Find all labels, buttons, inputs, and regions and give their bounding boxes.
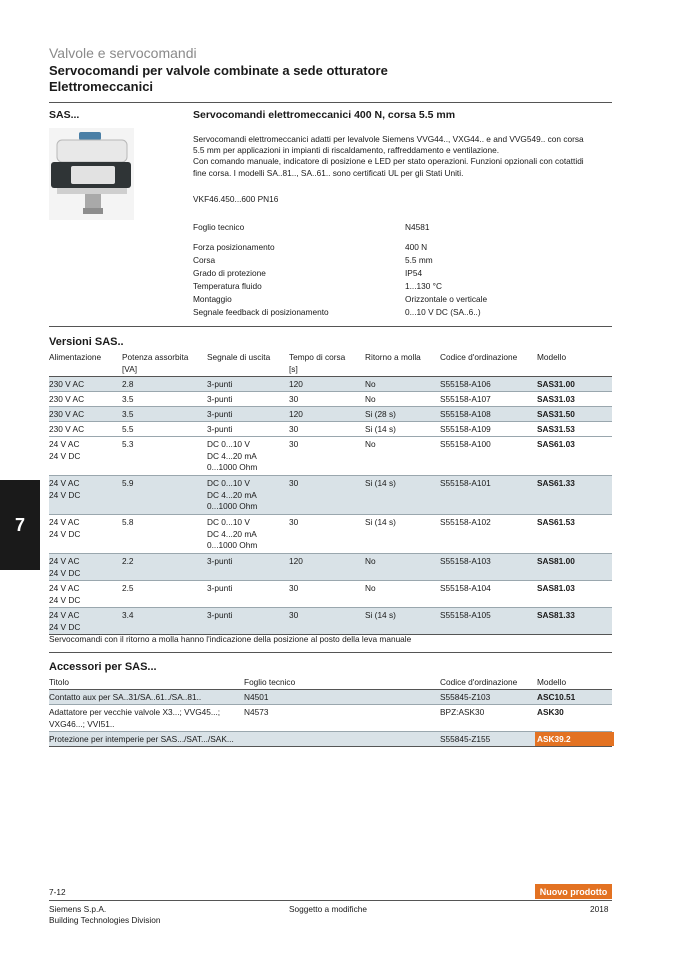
cell-signal-line: DC 4...20 mA: [207, 528, 257, 539]
cell-spring: Si (14 s): [365, 478, 396, 488]
cell-time: 30: [289, 439, 299, 449]
cell-order: S55158-A107: [440, 394, 491, 404]
cell-signal-line: DC 0...10 V: [207, 478, 250, 488]
versions-table: [49, 352, 612, 635]
col-spring: Ritorno a molla: [365, 352, 421, 362]
cell-signal-line: DC 0...10 V: [207, 517, 250, 527]
cell-model-highlighted: ASK39.2: [535, 732, 614, 746]
cell-signal: [207, 439, 257, 474]
spec-label: Grado di protezione: [193, 268, 266, 278]
cell-signal: 3-punti: [207, 556, 233, 566]
cell-model: SAS31.50: [537, 409, 575, 419]
cell-spring: Si (28 s): [365, 409, 396, 419]
spec-value: N4581: [405, 222, 430, 232]
cell-supply: 230 V AC: [49, 379, 85, 389]
cell-model: SAS31.53: [537, 424, 575, 434]
cell-supply-line: 24 V AC: [49, 556, 80, 566]
table-row: [49, 422, 612, 437]
spec-label: Montaggio: [193, 294, 232, 304]
cell-supply: [49, 556, 80, 579]
cell-supply: [49, 583, 80, 606]
cell-signal: 3-punti: [207, 610, 233, 620]
description-line: Con comando manuale, indicatore di posizione e LED per stato operazioni. Funzioni opzionali con cotattidi: [193, 156, 584, 167]
cell-title-line: VXG46...; VVI51..: [49, 718, 115, 729]
cell-power: 2.8: [122, 379, 134, 389]
section-divider: [49, 652, 612, 653]
cell-spring: No: [365, 583, 376, 593]
cell-supply-line: 24 V AC: [49, 517, 80, 527]
cell-datasheet: N4501: [244, 692, 269, 702]
new-product-badge: Nuovo prodotto: [535, 884, 612, 899]
table-row: [49, 515, 612, 554]
cell-supply: 230 V AC: [49, 394, 85, 404]
cell-order: S55845-Z155: [440, 734, 491, 744]
cell-time: 30: [289, 478, 299, 488]
spec-label: Segnale feedback di posizionamento: [193, 307, 329, 317]
cell-supply-line: 24 V AC: [49, 583, 80, 593]
footer-divider: [49, 900, 612, 901]
col-supply: Alimentazione: [49, 352, 102, 362]
description-line: Servocomandi elettromeccanici adatti per levalvole Siemens VVG44.., VXG44.. e and VVG549.. con corsa: [193, 134, 584, 144]
cell-order: S55158-A103: [440, 556, 491, 566]
cell-time: 120: [289, 379, 303, 389]
product-heading: Servocomandi elettromeccanici 400 N, corsa 5.5 mm: [193, 109, 456, 121]
company-division: Building Technologies Division: [49, 915, 161, 925]
table-row: [49, 690, 612, 705]
col-time-line1: Tempo di corsa: [289, 352, 346, 362]
cell-spring: Si (14 s): [365, 424, 396, 434]
cell-order: S55158-A109: [440, 424, 491, 434]
table-row: [49, 581, 612, 608]
col-model: Modello: [537, 677, 567, 687]
footer-disclaimer: Soggetto a modifiche: [289, 904, 367, 914]
col-order: Codice d'ordinazione: [440, 352, 518, 362]
cell-signal: 3-punti: [207, 424, 233, 434]
spec-label: Temperatura fluido: [193, 281, 262, 291]
table-row: [49, 476, 612, 515]
header-divider: [49, 102, 612, 103]
table-row: [49, 554, 612, 581]
cell-model: SAS61.53: [537, 517, 575, 527]
cell-supply: [49, 610, 80, 633]
cell-power: 3.5: [122, 409, 134, 419]
cell-model: ASK30: [537, 707, 564, 717]
cell-model: SAS61.33: [537, 478, 575, 488]
cell-supply-line: 24 V AC: [49, 610, 80, 620]
cell-signal: 3-punti: [207, 379, 233, 389]
cell-supply-line: 24 V DC: [49, 489, 81, 500]
col-time: [289, 352, 345, 375]
cell-supply: [49, 439, 80, 462]
col-signal: Segnale di uscita: [207, 352, 271, 362]
col-power-line2: [VA]: [122, 363, 138, 374]
cell-order: S55158-A105: [440, 610, 491, 620]
cell-order: S55158-A100: [440, 439, 491, 449]
cell-model: SAS81.33: [537, 610, 575, 620]
spec-value: Orizzontale o verticale: [405, 294, 488, 304]
cell-time: 30: [289, 583, 299, 593]
cell-signal: 3-punti: [207, 394, 233, 404]
cell-spring: Si (14 s): [365, 517, 396, 527]
cell-order: S55158-A102: [440, 517, 491, 527]
product-code: SAS...: [49, 109, 80, 121]
cell-power: 3.4: [122, 610, 134, 620]
table-row: [49, 608, 612, 635]
table-row: [49, 732, 612, 747]
table-header: [49, 677, 612, 689]
table-row: [49, 377, 612, 392]
cell-signal: [207, 478, 257, 513]
title-line-2: Elettromeccanici: [49, 79, 154, 94]
versions-footnote: Servocomandi con il ritorno a molla hanno l'indicazione della posizione al posto della leva manuale: [49, 634, 412, 644]
section-title: Valvole e servocomandi: [49, 45, 197, 61]
cell-power: 5.8: [122, 517, 134, 527]
cell-model: SAS81.03: [537, 583, 575, 593]
product-description: [193, 134, 613, 179]
description-line: fine corsa. I modelli SA..81.., SA..61.. sono certificati UL per gli Stati Uniti.: [193, 167, 464, 178]
cell-model: SAS31.00: [537, 379, 575, 389]
cell-time: 120: [289, 556, 303, 566]
cell-signal-line: DC 0...10 V: [207, 439, 250, 449]
col-time-line2: [s]: [289, 363, 298, 374]
col-power-line1: Potenza assorbita: [122, 352, 189, 362]
cell-supply: [49, 478, 80, 501]
cell-order: S55845-Z103: [440, 692, 491, 702]
col-title: Titolo: [49, 677, 69, 687]
page-title: [49, 63, 609, 95]
footer-year: 2018: [590, 904, 609, 914]
table-row: [49, 392, 612, 407]
spec-label: Forza posizionamento: [193, 242, 275, 252]
page-number: 7-12: [49, 887, 66, 897]
table-row: [49, 705, 612, 732]
cell-power: 5.5: [122, 424, 134, 434]
table-header: [49, 352, 612, 376]
cell-spring: Si (14 s): [365, 610, 396, 620]
cell-title: Contatto aux per SA..31/SA..61../SA..81..: [49, 692, 202, 702]
cell-order: S55158-A104: [440, 583, 491, 593]
spec-label: Corsa: [193, 255, 216, 265]
actuator-product-image: [49, 128, 134, 220]
spec-label: Foglio tecnico: [193, 222, 245, 232]
cell-order: BPZ:ASK30: [440, 707, 485, 717]
spec-value: IP54: [405, 268, 423, 278]
cell-time: 120: [289, 409, 303, 419]
cell-signal-line: DC 4...20 mA: [207, 450, 257, 461]
cell-spring: No: [365, 394, 376, 404]
footer-company: [49, 904, 160, 926]
cell-model: SAS81.00: [537, 556, 575, 566]
cell-order: S55158-A108: [440, 409, 491, 419]
cell-spring: No: [365, 439, 376, 449]
cell-supply-line: 24 V DC: [49, 450, 81, 461]
table-row: [49, 437, 612, 476]
title-line-1: Servocomandi per valvole combinate a sede otturatore: [49, 63, 388, 78]
chapter-tab: 7: [0, 480, 40, 570]
accessories-heading: Accessori per SAS...: [49, 661, 157, 673]
cell-model: ASC10.51: [537, 692, 576, 702]
col-order: Codice d'ordinazione: [440, 677, 518, 687]
cell-time: 30: [289, 424, 299, 434]
cell-power: 5.3: [122, 439, 134, 449]
cell-model: SAS31.03: [537, 394, 575, 404]
valve-reference: VKF46.450...600 PN16: [193, 194, 279, 204]
cell-spring: No: [365, 379, 376, 389]
cell-supply-line: 24 V DC: [49, 621, 81, 632]
cell-signal: 3-punti: [207, 409, 233, 419]
cell-title: [49, 707, 220, 730]
cell-supply-line: 24 V AC: [49, 439, 80, 449]
spec-value: 1...130 °C: [405, 281, 442, 291]
cell-power: 5.9: [122, 478, 134, 488]
cell-supply: 230 V AC: [49, 424, 85, 434]
cell-signal: 3-punti: [207, 583, 233, 593]
cell-signal: [207, 517, 257, 552]
cell-power: 2.2: [122, 556, 134, 566]
col-model: Modello: [537, 352, 567, 362]
versions-heading: Versioni SAS..: [49, 336, 124, 348]
description-line: 5.5 mm per applicazioni in impianti di riscaldamento, raffreddamento e ventilazione.: [193, 145, 500, 156]
spec-value: 400 N: [405, 242, 428, 252]
section-divider: [49, 326, 612, 327]
company-name: Siemens S.p.A.: [49, 904, 107, 914]
cell-supply-line: 24 V DC: [49, 567, 81, 578]
cell-title-line: Adattatore per vecchie valvole X3...; VVG45...;: [49, 707, 221, 717]
cell-supply-line: 24 V DC: [49, 594, 81, 605]
col-datasheet: Foglio tecnico: [244, 677, 296, 687]
cell-signal-line: 0...1000 Ohm: [207, 540, 258, 550]
cell-time: 30: [289, 394, 299, 404]
cell-spring: No: [365, 556, 376, 566]
cell-time: 30: [289, 517, 299, 527]
cell-supply-line: 24 V DC: [49, 528, 81, 539]
cell-supply-line: 24 V AC: [49, 478, 80, 488]
cell-model: SAS61.03: [537, 439, 575, 449]
col-power: [122, 352, 188, 375]
cell-power: 3.5: [122, 394, 134, 404]
accessories-table: [49, 677, 612, 747]
cell-title: Protezione per intemperie per SAS.../SAT.../SAK...: [49, 734, 234, 744]
table-row: [49, 407, 612, 422]
cell-signal-line: 0...1000 Ohm: [207, 462, 258, 472]
cell-supply: [49, 517, 80, 540]
cell-signal-line: DC 4...20 mA: [207, 489, 257, 500]
cell-order: S55158-A101: [440, 478, 491, 488]
cell-datasheet: N4573: [244, 707, 269, 717]
cell-order: S55158-A106: [440, 379, 491, 389]
cell-signal-line: 0...1000 Ohm: [207, 501, 258, 511]
cell-time: 30: [289, 610, 299, 620]
spec-value: 0...10 V DC (SA..6..): [405, 307, 481, 317]
cell-supply: 230 V AC: [49, 409, 85, 419]
cell-power: 2.5: [122, 583, 134, 593]
spec-value: 5.5 mm: [405, 255, 433, 265]
